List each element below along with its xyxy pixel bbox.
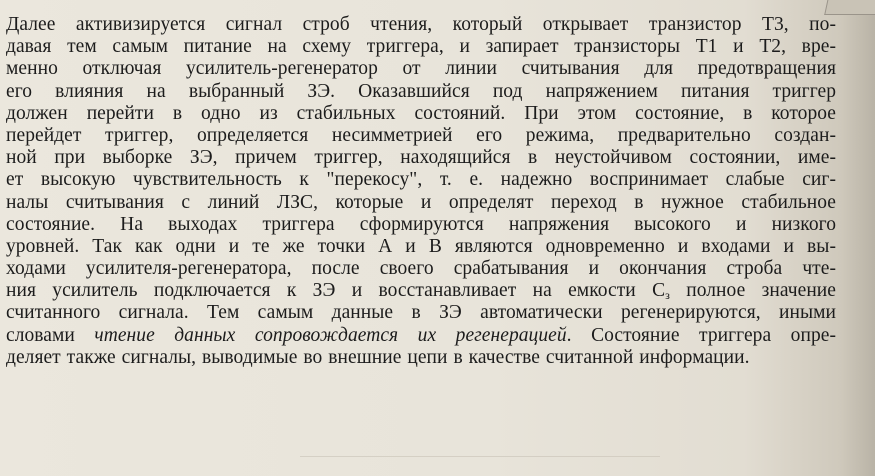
figure-edge-remnant (300, 456, 660, 476)
text-line-11: уровней. Так как одни и те же точки А и В являются одновременно и входами и вы- (6, 235, 836, 257)
text-line-15-end: . Состояние триггера опре- (566, 324, 837, 346)
text-line-15 (6, 325, 836, 347)
text-line-16: деляет также сигналы, выводимые во внешние цепи в качестве считанной информации. (6, 346, 750, 368)
text-line-14: считанного сигнала. Тем самым данные в ЗЭ автоматически регенерируются, иными (6, 302, 836, 324)
text-line-4: его влияния на выбранный ЗЭ. Оказавшийся под напряжением питания триггер (6, 80, 836, 102)
text-line-15-start: словами (6, 324, 95, 346)
text-line-6: перейдет триггер, определяется несимметрией его режима, предварительно создан- (6, 124, 836, 146)
text-line-5: должен перейти в одно из стабильных состояний. При этом состояние, в которое (6, 102, 836, 124)
page-corner-decoration (824, 0, 875, 15)
text-line-13-start: ния усилитель подключается к ЗЭ и восстанавливает на емкости С (6, 280, 666, 302)
text-line-7: ной при выборке ЗЭ, причем триггер, находящийся в неустойчивом состоянии, име- (6, 147, 836, 169)
text-line-13-end: полное значение (669, 280, 836, 302)
text-line-3: менно отключая усилитель-регенератор от линии считывания для предотвращения (6, 58, 836, 80)
text-line-13 (6, 280, 836, 302)
text-line-10: состояние. На выходах триггера сформируются напряжения высокого и низкого (6, 213, 836, 235)
text-line-2: давая тем самым питание на схему триггера, и запирает транзисторы Т1 и Т2, вре- (6, 36, 836, 58)
italic-emphasis: чтение данных сопровождается их регенерацией (94, 324, 567, 346)
text-line-9: налы считывания с линий ЛЗС, которые и определят переход в нужное стабильное (6, 191, 836, 213)
body-paragraph (6, 14, 836, 369)
capacitance-subscript: з (665, 288, 670, 303)
text-line-8: ет высокую чувствительность к "перекосу", т. е. надежно воспринимает слабые сиг- (6, 169, 836, 191)
text-line-12: ходами усилителя-регенератора, после своего срабатывания и окончания строба чте- (6, 258, 836, 280)
text-line-1: Далее активизируется сигнал строб чтения, который открывает транзистор Т3, по- (6, 14, 836, 35)
